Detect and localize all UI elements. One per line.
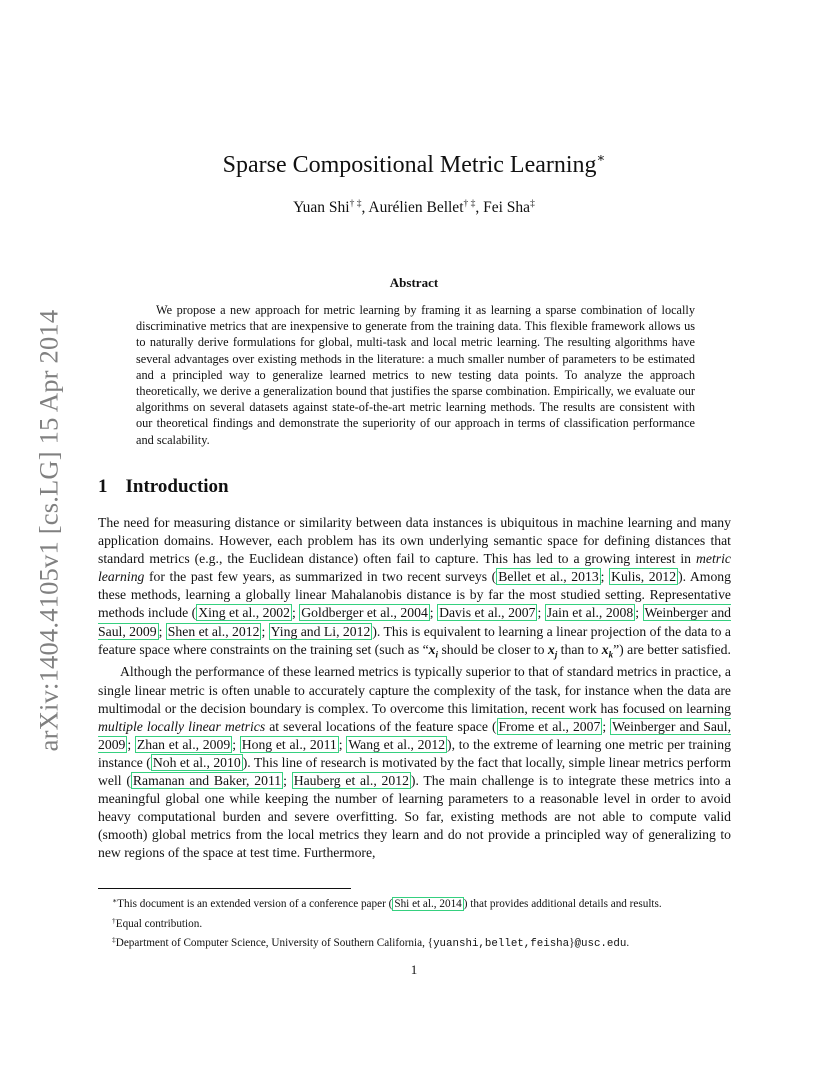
footnotes: [112, 893, 732, 953]
citation-link[interactable]: Kulis, 2012: [611, 569, 677, 585]
math-symbol: [428, 641, 439, 660]
citation-link[interactable]: Zhan et al., 2009: [136, 736, 231, 752]
math-subscript: i: [435, 649, 439, 660]
introduction-body: [98, 514, 731, 863]
text-run: ). This line of research is motivated by the fact that locally, simple linear metrics perform well (: [98, 754, 731, 789]
citation-link[interactable]: Weinberger and Saul, 2009: [98, 605, 732, 639]
footnote: [112, 893, 732, 913]
citation-link[interactable]: Frome et al., 2007: [498, 718, 601, 734]
math-symbol: [547, 641, 558, 660]
title-footnote-marker: ∗: [596, 150, 606, 165]
arxiv-identifier-text: arXiv:1404.4105v1 [cs.LG] 15 Apr 2014: [33, 309, 64, 751]
text-run: ;: [261, 623, 269, 639]
text-run: Although the performance of these learned metrics is typically superior to that of standard metrics in practice, a single linear metric is often unable to accurately capture the complexity of the task, for instance when the data are multimodal or the decision boundary is complex. To overcome this limitation, recent work has focused on learning: [98, 664, 731, 716]
text-run: ;: [429, 605, 438, 621]
text-run: for the past few years, as summarized in two recent surveys (: [144, 569, 497, 585]
text-run: ), to the extreme of learning one metric per training instance (: [98, 736, 731, 770]
text-run: This document is an extended version of a conference paper (: [117, 898, 393, 910]
citation-link[interactable]: Jain et al., 2008: [546, 605, 634, 621]
text-run: ) that provides additional details and results.: [463, 898, 662, 910]
math-subscript: j: [554, 649, 558, 660]
text-run: ;: [232, 736, 240, 752]
math-base: x: [547, 641, 555, 657]
citation-link[interactable]: Noh et al., 2010: [152, 754, 241, 770]
text-run: ;: [127, 736, 135, 752]
text-run: ;: [292, 605, 300, 621]
section-heading: [98, 476, 229, 498]
citation-link[interactable]: Ramanan and Baker, 2011: [132, 773, 282, 789]
citation-link[interactable]: Hong et al., 2011: [241, 736, 337, 752]
text-run: .: [626, 937, 630, 949]
emphasis: multiple locally linear metrics: [98, 718, 266, 734]
citation-link[interactable]: Davis et al., 2007: [439, 605, 536, 621]
citation-link[interactable]: Ying and Li, 2012: [270, 623, 371, 639]
citation-link[interactable]: Hauberg et al., 2012: [293, 773, 409, 789]
citation-link[interactable]: Goldberger et al., 2004: [301, 605, 428, 621]
math-subscript: k: [608, 649, 614, 660]
citation-link[interactable]: Xing et al., 2002: [198, 605, 290, 621]
text-run: ). Among these methods, learning a globally linear Mahalanobis distance is by far the most studied setting. Representative methods include (: [98, 569, 731, 621]
text-run: ;: [602, 718, 611, 734]
arxiv-identifier: [32, 140, 66, 920]
author-affiliation-marks: † ‡: [463, 199, 476, 209]
author-separator: ,: [361, 199, 369, 216]
footnote-divider: [98, 888, 351, 889]
section-number: 1: [98, 476, 108, 497]
math-base: x: [601, 641, 609, 657]
footnote-marker: †: [112, 915, 116, 925]
text-run: at several locations of the feature space (: [265, 718, 497, 734]
author-name: Aurélien Bellet: [368, 199, 464, 216]
footnote: [112, 913, 732, 933]
text-run: ;: [338, 736, 347, 752]
author-name: Yuan Shi: [293, 199, 350, 216]
citation-link[interactable]: Shi et al., 2014: [394, 898, 462, 910]
author-affiliation-marks: ‡: [530, 199, 535, 209]
text-run: The need for measuring distance or similarity between data instances is ubiquitous in machine learning and many application domains. However, each problem has its own underlying semantic space for defining distances that standard metrics (e.g., the Euclidean distance) often fail to capture. This has led to a growing interest in: [98, 515, 731, 567]
text-run: ;: [158, 623, 166, 639]
text-run: should be closer to: [438, 641, 548, 657]
abstract-heading: Abstract: [389, 275, 439, 290]
footnote-marker: ‡: [112, 935, 116, 944]
citation-link[interactable]: Bellet et al., 2013: [498, 569, 599, 585]
text-run: ;: [600, 569, 610, 585]
text-run: }: [569, 937, 575, 949]
paragraph: [98, 663, 731, 862]
text-run: ). This is equivalent to learning a linear projection of the data to a feature space where constraints on the training set (such as “: [98, 623, 731, 657]
text-run: ”) are better satisfied.: [613, 641, 731, 657]
math-symbol: [601, 641, 614, 660]
page-number: 1: [410, 962, 418, 977]
email-text: yuanshi,bellet,feisha: [433, 938, 570, 950]
email-text: @usc.edu: [574, 938, 627, 950]
author-affiliation-marks: † ‡: [349, 199, 362, 209]
author-list: [0, 199, 828, 217]
abstract-text: We propose a new approach for metric learning by framing it as learning a sparse combination of locally discriminative metrics that are inexpensive to generate from the training data. This flexible framework allows us to naturally derive formulations for global, multi-task and local metric learning. The resulting algorithms have several advantages over existing methods in the literature: a much smaller number of parameters to be estimated and a principled way to generalize learned metrics to new testing data points. To analyze the approach theoretically, we derive a generalization bound that justifies the sparse combination. Empirically, we evaluate our algorithms on several datasets against state-of-the-art metric learning methods. The results are consistent with our theoretical findings and demonstrate the superiority of our approach in terms of classification performance and scalability.: [136, 303, 695, 447]
math-base: x: [428, 641, 436, 657]
paragraph: [98, 514, 731, 663]
paper-title: [0, 150, 828, 179]
emphasis: metric learning: [98, 551, 731, 585]
text-run: ;: [635, 605, 643, 621]
text-run: than to: [557, 641, 602, 657]
text-run: Equal contribution.: [115, 917, 203, 930]
footnote-marker: ∗: [112, 896, 118, 905]
citation-link[interactable]: Wang et al., 2012: [348, 736, 446, 752]
paper-title-text: Sparse Compositional Metric Learning: [222, 152, 597, 178]
text-run: ). The main challenge is to integrate these metrics into a meaningful global one while keeping the number of learning parameters to a reasonable level in order to avoid heavy computational burden and severe overfitting. So far, existing methods are not able to compute valid (smooth) global metrics from the local metrics they learn and do not provide a principled way of generalizing to new regions of the space at test time. Furthermore,: [98, 773, 731, 861]
text-run: ;: [537, 605, 545, 621]
citation-link[interactable]: Shen et al., 2012: [167, 623, 260, 639]
text-run: Department of Computer Science, University of Southern California, {: [115, 937, 434, 949]
text-run: ;: [283, 773, 292, 789]
author-name: Fei Sha: [483, 199, 531, 216]
footnote: [112, 932, 732, 953]
author-separator: ,: [475, 199, 484, 216]
section-title: Introduction: [125, 476, 229, 497]
citation-link[interactable]: Weinberger and Saul, 2009: [98, 718, 731, 752]
